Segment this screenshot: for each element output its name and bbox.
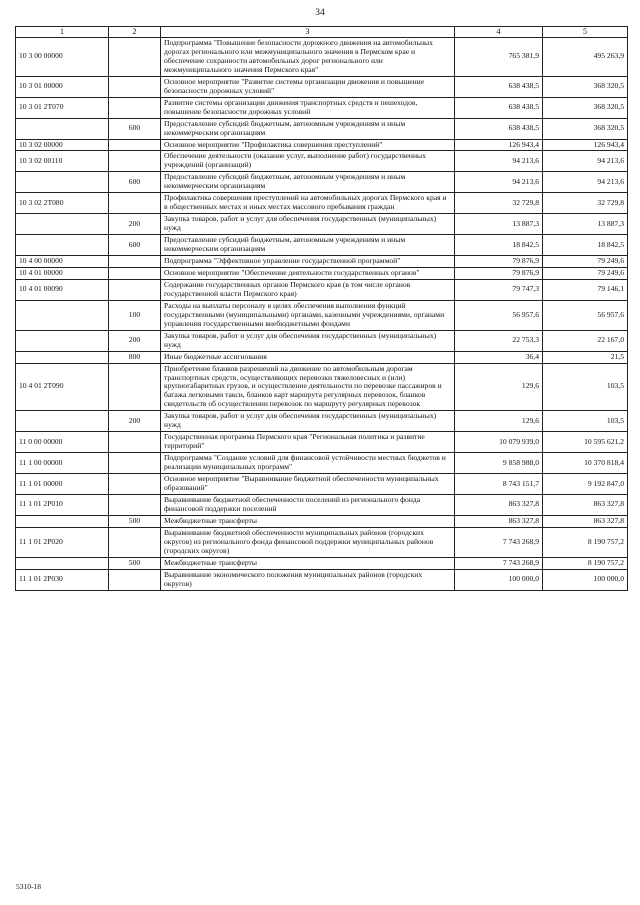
cell-name: Предоставление субсидий бюджетным, автономным учреждениям и иным некоммерческим организациям [161,172,455,193]
cell-value-col4: 9 858 988,0 [455,453,543,474]
cell-value-col5: 21,5 [543,351,628,363]
cell-code: 10 4 01 00090 [16,279,109,300]
cell-value-col4: 36,4 [455,351,543,363]
cell-expense-type [109,151,161,172]
table-row [16,515,628,527]
cell-name: Закупка товаров, работ и услуг для обеспечения государственных (муниципальных) нужд [161,411,455,432]
cell-code: 11 1 01 2Р030 [16,569,109,590]
table-row [16,76,628,97]
cell-value-col4: 129,6 [455,411,543,432]
page-number: 34 [315,8,325,18]
cell-name: Государственная программа Пермского края "Региональная политика и развитие территорий" [161,432,455,453]
cell-value-col5: 10 595 621,2 [543,432,628,453]
cell-code: 10 3 00 00000 [16,38,109,77]
cell-code: 10 4 01 2Т090 [16,363,109,411]
cell-value-col4: 22 753,3 [455,330,543,351]
cell-name: Обеспечение деятельности (оказание услуг, выполнение работ) государственных учреждений (организаций) [161,151,455,172]
cell-value-col4: 7 743 268,9 [455,557,543,569]
cell-expense-type [109,97,161,118]
cell-code [16,300,109,330]
cell-code [16,515,109,527]
cell-expense-type: 100 [109,300,161,330]
table-row [16,139,628,151]
cell-code: 11 0 00 00000 [16,432,109,453]
cell-name: Предоставление субсидий бюджетным, автономным учреждениям и иным некоммерческим организациям [161,235,455,256]
cell-code: 10 3 01 2Т070 [16,97,109,118]
table-row [16,527,628,557]
cell-expense-type: 200 [109,214,161,235]
cell-expense-type: 500 [109,515,161,527]
cell-value-col5: 79 249,6 [543,256,628,268]
cell-code [16,118,109,139]
cell-value-col5: 32 729,8 [543,193,628,214]
cell-name: Закупка товаров, работ и услуг для обеспечения государственных (муниципальных) нужд [161,330,455,351]
cell-value-col5: 9 192 847,0 [543,474,628,495]
cell-name: Закупка товаров, работ и услуг для обеспечения государственных (муниципальных) нужд [161,214,455,235]
cell-code [16,214,109,235]
header-row [16,27,628,38]
cell-name: Основное мероприятие "Обеспечение деятельности государственных органов" [161,267,455,279]
cell-code: 10 3 02 2Т080 [16,193,109,214]
table-row [16,300,628,330]
cell-value-col4: 638 438,5 [455,118,543,139]
cell-value-col4: 94 213,6 [455,151,543,172]
cell-expense-type: 200 [109,411,161,432]
cell-code: 10 3 02 00110 [16,151,109,172]
cell-code: 11 1 01 2Р020 [16,527,109,557]
cell-name: Подпрограмма "Создание условий для финансовой устойчивости местных бюджетов и реализации муниципальных программ" [161,453,455,474]
cell-value-col5: 8 190 757,2 [543,557,628,569]
table-row [16,256,628,268]
cell-value-col4: 79 876,9 [455,256,543,268]
table-row [16,235,628,256]
table-row [16,432,628,453]
cell-value-col5: 10 370 818,4 [543,453,628,474]
cell-code: 11 1 00 00000 [16,453,109,474]
cell-name: Иные бюджетные ассигнования [161,351,455,363]
cell-value-col4: 10 079 939,0 [455,432,543,453]
cell-code [16,351,109,363]
table-row [16,279,628,300]
cell-value-col5: 103,5 [543,363,628,411]
cell-expense-type: 600 [109,118,161,139]
cell-code [16,557,109,569]
cell-code [16,330,109,351]
table-row [16,151,628,172]
table-row [16,453,628,474]
table-row [16,411,628,432]
cell-name: Содержание государственных органов Пермского края (в том числе органов государственной власти Пермского края) [161,279,455,300]
cell-expense-type [109,474,161,495]
cell-value-col4: 79 876,9 [455,267,543,279]
table-body [16,38,628,591]
table-row [16,557,628,569]
cell-expense-type [109,494,161,515]
cell-expense-type [109,279,161,300]
cell-code: 10 4 00 00000 [16,256,109,268]
cell-value-col5: 56 957,6 [543,300,628,330]
cell-name: Основное мероприятие "Развитие системы организации движения и повышение безопасности дорожных условий" [161,76,455,97]
cell-name: Межбюджетные трансферты [161,557,455,569]
table-row [16,363,628,411]
cell-expense-type [109,432,161,453]
cell-value-col4: 8 743 151,7 [455,474,543,495]
header-col-4: 4 [455,27,543,38]
cell-name: Подпрограмма "Повышение безопасности дорожного движения на автомобильных дорогах регионального или межмуниципального значения в Пермском крае и обеспечение сохранности автомобильных дорог регионального или межмуниципального значения Пермского края" [161,38,455,77]
table-row [16,351,628,363]
cell-value-col5: 13 887,3 [543,214,628,235]
cell-expense-type [109,76,161,97]
cell-value-col4: 56 957,6 [455,300,543,330]
table-row [16,474,628,495]
cell-value-col5: 79 249,6 [543,267,628,279]
cell-value-col5: 94 213,6 [543,151,628,172]
cell-expense-type: 600 [109,235,161,256]
cell-expense-type [109,139,161,151]
table-row [16,38,628,77]
cell-code: 10 3 02 00000 [16,139,109,151]
cell-expense-type [109,453,161,474]
cell-value-col4: 126 943,4 [455,139,543,151]
cell-value-col5: 22 167,0 [543,330,628,351]
header-col-3: 3 [161,27,455,38]
cell-value-col5: 368 320,5 [543,118,628,139]
cell-expense-type [109,527,161,557]
cell-code [16,235,109,256]
cell-name: Межбюджетные трансферты [161,515,455,527]
cell-value-col5: 100 000,0 [543,569,628,590]
table-row [16,214,628,235]
table-row [16,97,628,118]
cell-name: Выравнивание экономического положения муниципальных районов (городских округов) [161,569,455,590]
cell-name: Профилактика совершения преступлений на автомобильных дорогах Пермского края и в общественных местах и иных местах массового пребывания граждан [161,193,455,214]
cell-value-col5: 79 146,1 [543,279,628,300]
cell-value-col4: 7 743 268,9 [455,527,543,557]
cell-expense-type: 600 [109,172,161,193]
cell-value-col5: 863 327,8 [543,515,628,527]
cell-value-col4: 94 213,6 [455,172,543,193]
cell-name: Подпрограмма "Эффективное управление государственной программой" [161,256,455,268]
cell-expense-type: 800 [109,351,161,363]
cell-code: 11 1 01 00000 [16,474,109,495]
cell-value-col5: 103,5 [543,411,628,432]
cell-name: Развитие системы организации движения транспортных средств и пешеходов, повышение безопасности дорожных условий [161,97,455,118]
cell-value-col4: 32 729,8 [455,193,543,214]
cell-value-col4: 100 000,0 [455,569,543,590]
cell-value-col5: 94 213,6 [543,172,628,193]
cell-expense-type: 200 [109,330,161,351]
header-col-5: 5 [543,27,628,38]
cell-value-col5: 8 190 757,2 [543,527,628,557]
cell-value-col5: 368 320,5 [543,97,628,118]
cell-value-col4: 638 438,5 [455,76,543,97]
cell-value-col4: 863 327,8 [455,515,543,527]
cell-value-col5: 18 842,5 [543,235,628,256]
cell-name: Основное мероприятие "Профилактика совершения преступлений" [161,139,455,151]
cell-code: 11 1 01 2Р010 [16,494,109,515]
cell-expense-type [109,267,161,279]
cell-value-col4: 863 327,8 [455,494,543,515]
budget-table [15,26,628,591]
cell-name: Расходы на выплаты персоналу в целях обеспечения выполнения функций государственными (муниципальными) органами, казенными учреждениями, органами управления государственными внебюджетными фондами [161,300,455,330]
cell-name: Приобретение бланков разрешений на движение по автомобильным дорогам транспортных средств, осуществляющих перевозки тяжеловесных и (или) крупногабаритных грузов, и осуществление деятельности по перевозке пассажиров и багажа легковыми такси, бланков карт маршрута регулярных перевозок, бланков свидетельств об осуществлении перевозок по маршруту регулярных перевозок [161,363,455,411]
cell-value-col4: 129,6 [455,363,543,411]
cell-value-col5: 126 943,4 [543,139,628,151]
table-row [16,172,628,193]
header-col-1: 1 [16,27,109,38]
cell-code: 10 4 01 00000 [16,267,109,279]
cell-name: Выравнивание бюджетной обеспеченности поселений из регионального фонда финансовой поддержки поселений [161,494,455,515]
cell-value-col4: 638 438,5 [455,97,543,118]
cell-value-col5: 495 263,9 [543,38,628,77]
cell-code [16,411,109,432]
footer-code: 5310-18 [16,882,41,891]
cell-code: 10 3 01 00000 [16,76,109,97]
header-col-2: 2 [109,27,161,38]
cell-expense-type [109,569,161,590]
cell-expense-type: 500 [109,557,161,569]
cell-expense-type [109,363,161,411]
table-row [16,330,628,351]
cell-code [16,172,109,193]
cell-value-col4: 18 842,5 [455,235,543,256]
cell-value-col5: 368 320,5 [543,76,628,97]
cell-expense-type [109,38,161,77]
table-row [16,193,628,214]
table-row [16,267,628,279]
table-row [16,118,628,139]
cell-value-col4: 765 381,9 [455,38,543,77]
cell-value-col4: 13 887,3 [455,214,543,235]
cell-expense-type [109,256,161,268]
cell-name: Выравнивание бюджетной обеспеченности муниципальных районов (городских округов) из регионального фонда финансовой поддержки муниципальных районов (городских округов) [161,527,455,557]
cell-value-col4: 79 747,3 [455,279,543,300]
cell-name: Предоставление субсидий бюджетным, автономным учреждениям и иным некоммерческим организациям [161,118,455,139]
cell-name: Основное мероприятие "Выравнивание бюджетной обеспеченности муниципальных образований" [161,474,455,495]
table-row [16,569,628,590]
cell-expense-type [109,193,161,214]
cell-value-col5: 863 327,8 [543,494,628,515]
table-row [16,494,628,515]
